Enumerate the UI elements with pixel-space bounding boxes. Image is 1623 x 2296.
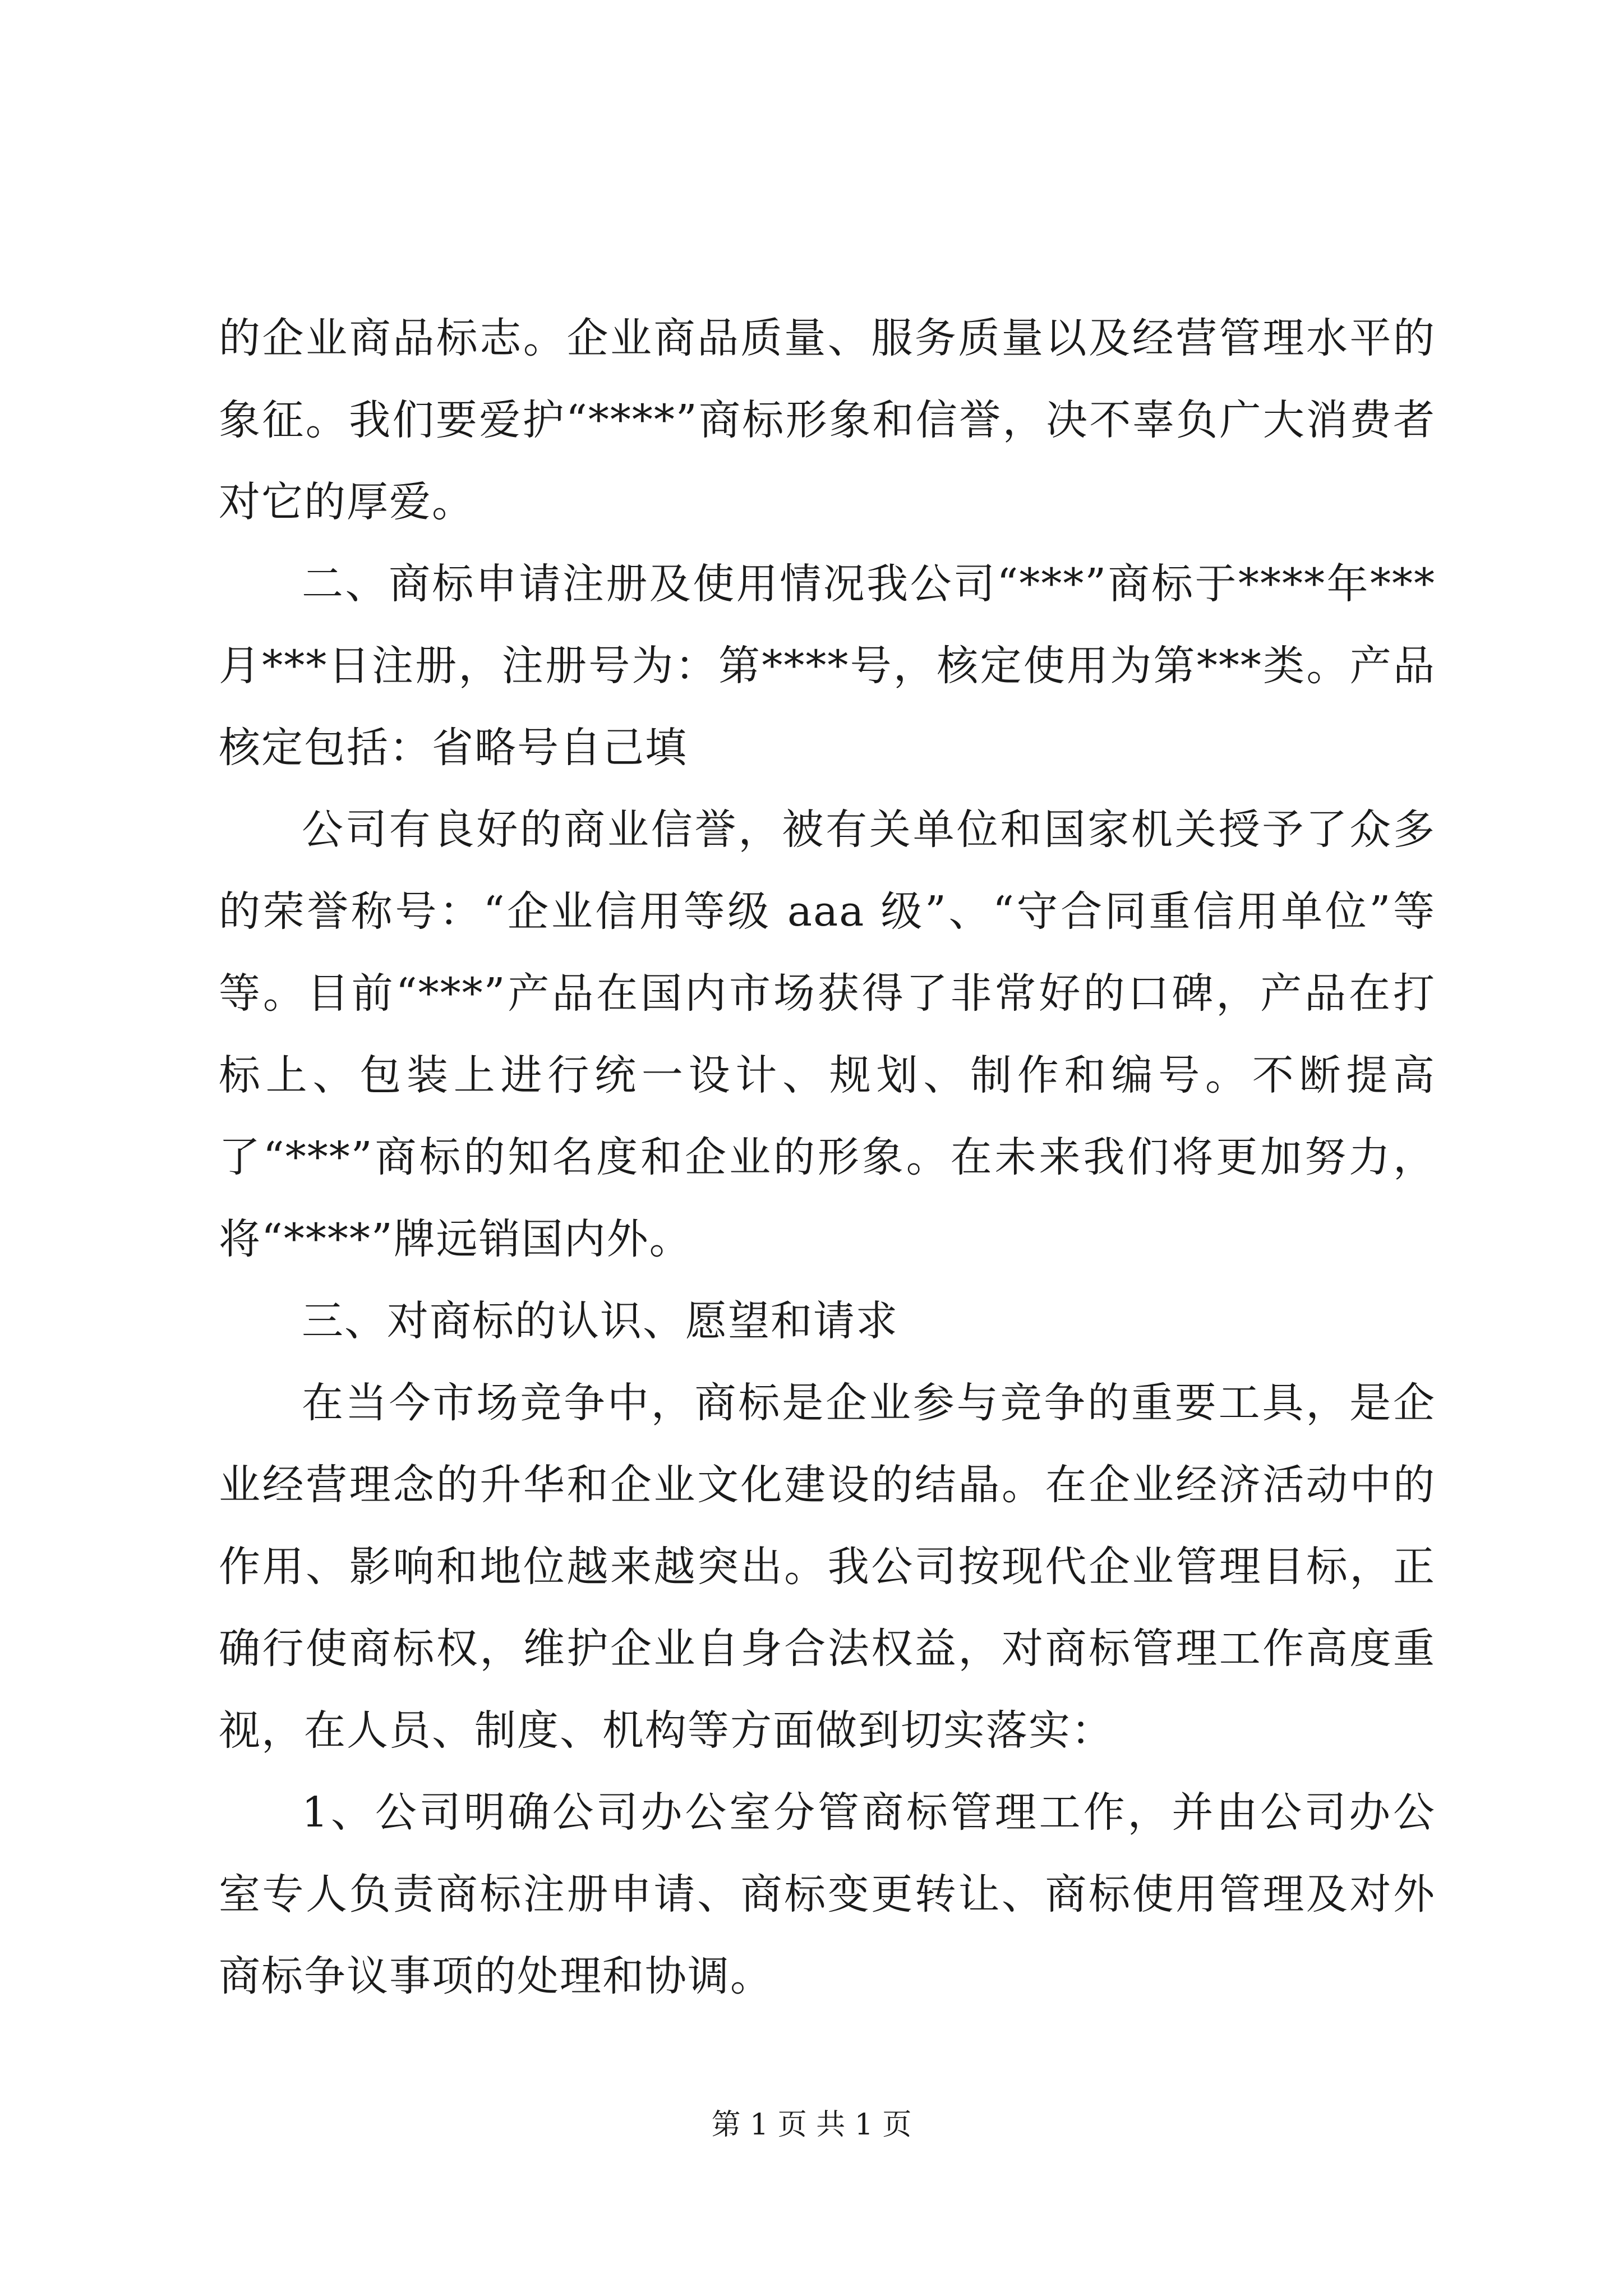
paragraph-market-competition: 在当今市场竞争中，商标是企业参与竞争的重要工具，是企业经营理念的升华和企业文化建设的结晶。在企业经济活动中的作用、影响和地位越来越突出。我公司按现代企业管理目标，正确行使商标权，维护企业自身合法权益，对商标管理工作高度重视，在人员、制度、机构等方面做到切实落实： bbox=[219, 1379, 1436, 1755]
paragraph-item-one: 1、公司明确公司办公室分管商标管理工作，并由公司办公室专人负责商标注册申请、商标变更转让、商标使用管理及对外商标争议事项的处理和协调。 bbox=[219, 1788, 1436, 2000]
paragraph-section-three-heading: 三、对商标的认识、愿望和请求 bbox=[302, 1297, 898, 1345]
paragraph-reputation: 公司有良好的商业信誉，被有关单位和国家机关授予了众多的荣誉称号：“企业信用等级 aaa 级”、“守合同重信用单位”等等。目前“***”产品在国内市场获得了非常好的口碑，产品在打标上、包装上进行统一设计、规划、制作和编号。不断提高了“***”商标的知名度和企业的形象。在未来我们将更加努力，将“****”牌远销国内外。 bbox=[219, 806, 1436, 1263]
document-body bbox=[219, 297, 1436, 2017]
paragraph-section-two: 二、商标申请注册及使用情况我公司“***”商标于****年***月***日注册，注册号为：第****号，核定使用为第***类。产品核定包括：省略号自己填 bbox=[219, 560, 1436, 772]
paragraph-continuation: 的企业商品标志。企业商品质量、服务质量以及经营管理水平的象征。我们要爱护“****”商标形象和信誉，决不辜负广大消费者对它的厚爱。 bbox=[219, 314, 1436, 526]
page-footer: 第 1 页 共 1 页 bbox=[711, 2108, 912, 2142]
